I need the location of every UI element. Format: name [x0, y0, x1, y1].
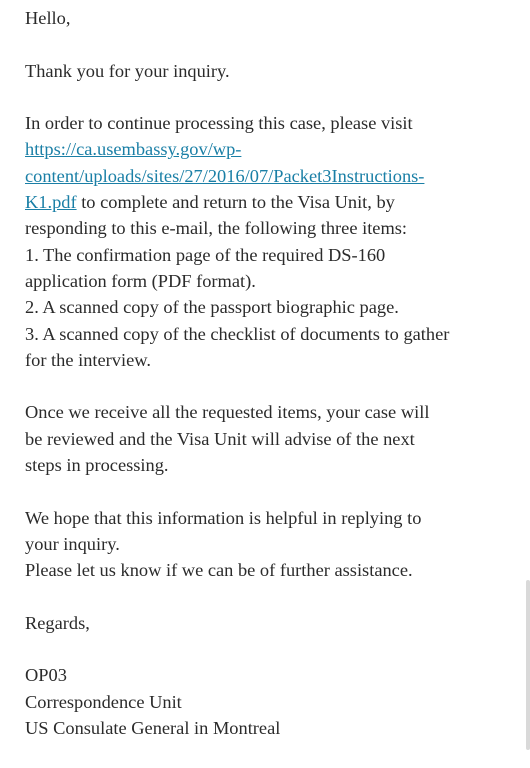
signature-office: US Consulate General in Montreal [25, 718, 281, 739]
instructions-line-1: In order to continue processing this case, please visit [25, 113, 413, 134]
review-line-1: Once we receive all the requested items, your case will [25, 402, 430, 423]
thanks-paragraph [25, 58, 515, 84]
closing-line-1: We hope that this information is helpful in replying to [25, 507, 422, 528]
item-3-line-1: 3. A scanned copy of the checklist of documents to gather [25, 323, 450, 344]
regards-text: Regards, [25, 612, 90, 633]
closing-paragraph [25, 505, 515, 584]
instructions-paragraph [25, 110, 515, 373]
greeting-text: Hello, [25, 8, 71, 28]
closing-line-2: your inquiry. [25, 533, 120, 554]
greeting [25, 5, 515, 31]
packet-instructions-link-part-3[interactable]: K1.pdf [25, 192, 77, 213]
packet-instructions-link-part-2[interactable]: content/uploads/sites/27/2016/07/Packet3Instructions- [25, 165, 425, 186]
item-1-line-2: application form (PDF format). [25, 270, 256, 291]
review-line-2: be reviewed and the Visa Unit will advise of the next [25, 428, 415, 449]
packet-instructions-link-part-1[interactable]: https://ca.usembassy.gov/wp- [25, 139, 242, 160]
thanks-text: Thank you for your inquiry. [25, 60, 230, 81]
scrollbar-thumb[interactable] [526, 580, 530, 750]
item-3-line-2: for the interview. [25, 349, 151, 370]
item-2: 2. A scanned copy of the passport biographic page. [25, 297, 399, 318]
instructions-line-4: responding to this e-mail, the following three items: [25, 218, 408, 239]
regards-paragraph [25, 610, 515, 636]
closing-line-3: Please let us know if we can be of further assistance. [25, 560, 413, 581]
item-1-line-1: 1. The confirmation page of the required DS-160 [25, 244, 386, 265]
signature-block [25, 662, 515, 741]
instructions-line-3-rest: to complete and return to the Visa Unit, by [76, 192, 395, 213]
review-paragraph [25, 399, 515, 478]
signature-id: OP03 [25, 665, 67, 686]
instructions-line-3 [25, 189, 515, 215]
signature-unit: Correspondence Unit [25, 691, 182, 712]
email-body [25, 5, 515, 768]
review-line-3: steps in processing. [25, 455, 169, 476]
